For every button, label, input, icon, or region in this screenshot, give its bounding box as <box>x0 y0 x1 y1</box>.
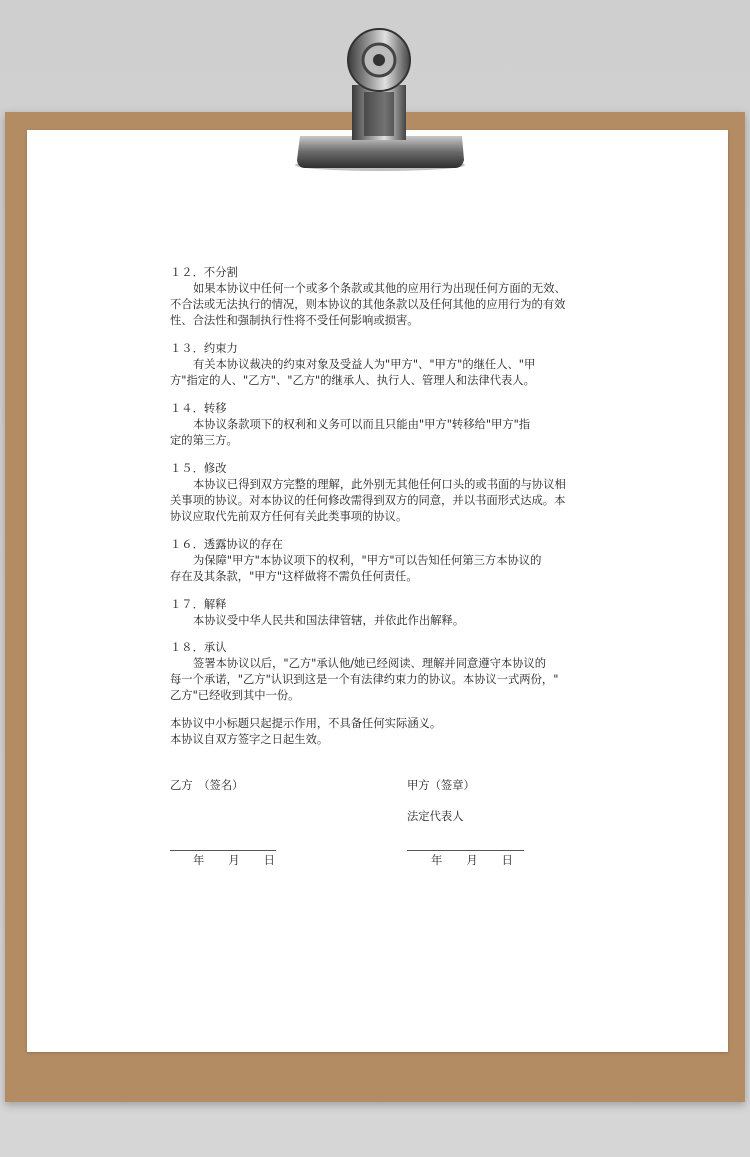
clause-line: 关事项的协议。对本协议的任何修改需得到双方的同意，并以书面形式达成。本 <box>170 494 566 507</box>
clause-line: 不合法或无法执行的情况，则本协议的其他条款以及任何其他的应用行为的有效 <box>170 298 566 311</box>
day-label: 日 <box>501 854 513 867</box>
party-a-date <box>431 852 537 868</box>
clause-heading: １５．修改 <box>170 462 227 475</box>
clause-line: 性、合法性和强制执行性将不受任何影响或损害。 <box>170 314 419 327</box>
clause-line: 如果本协议中任何一个或多个条款或其他的应用行为出现任何方面的无效、 <box>193 282 566 295</box>
binder-clip-icon <box>0 0 750 180</box>
clause-line: 协议应取代先前双方任何有关此类事项的协议。 <box>170 510 408 523</box>
party-b-date <box>193 852 299 868</box>
clause-16 <box>170 537 590 585</box>
clause-line: 签署本协议以后，"乙方"承认他/她已经阅读、理解并同意遵守本协议的 <box>193 657 547 670</box>
party-a-seal-label: 甲方（签章） <box>407 779 475 792</box>
clause-line: 定的第三方。 <box>170 434 238 447</box>
party-b-signature-line <box>170 850 276 851</box>
year-label: 年 <box>431 854 443 867</box>
clause-14 <box>170 401 590 449</box>
clause-12 <box>170 265 590 329</box>
note-line: 本协议中小标题只起提示作用，不具备任何实际涵义。 <box>170 717 442 730</box>
clause-heading: １２．不分割 <box>170 266 238 279</box>
clause-heading: １３．约束力 <box>170 342 238 355</box>
clause-heading: １４．转移 <box>170 402 227 415</box>
clause-line: 为保障"甲方"本协议项下的权利，"甲方"可以告知任何第三方本协议的 <box>193 554 542 567</box>
legal-representative-label: 法定代表人 <box>407 810 464 823</box>
party-a-signature-line <box>407 850 524 851</box>
clause-heading: １６．透露协议的存在 <box>170 538 283 551</box>
clause-line: 本协议条款项下的权利和义务可以而且只能由"甲方"转移给"甲方"指 <box>193 418 531 431</box>
party-b-signature-label: 乙方 （签名） <box>170 779 244 792</box>
clause-line: 方"指定的人、"乙方"、"乙方"的继承人、执行人、管理人和法律代表人。 <box>170 374 535 387</box>
clause-line: 有关本协议裁决的约束对象及受益人为"甲方"、"甲方"的继任人、"甲 <box>193 358 536 371</box>
month-label: 月 <box>228 854 240 867</box>
clause-18 <box>170 640 590 704</box>
clause-13 <box>170 341 590 389</box>
day-label: 日 <box>263 854 275 867</box>
year-label: 年 <box>193 854 205 867</box>
clause-line: 乙方"已经收到其中一份。 <box>170 689 300 702</box>
clause-line: 本协议已得到双方完整的理解，此外别无其他任何口头的或书面的与协议相 <box>193 478 566 491</box>
notes <box>170 716 590 748</box>
clause-line: 存在及其条款，"甲方"这样做将不需负任何责任。 <box>170 570 418 583</box>
clause-15 <box>170 461 590 525</box>
clause-heading: １７．解释 <box>170 598 227 611</box>
month-label: 月 <box>466 854 478 867</box>
clause-17 <box>170 597 590 629</box>
clause-heading: １８．承认 <box>170 641 227 654</box>
clause-line: 本协议受中华人民共和国法律管辖，并依此作出解释。 <box>193 614 465 627</box>
agreement-body <box>170 265 590 760</box>
note-line: 本协议自双方签字之日起生效。 <box>170 733 329 746</box>
clause-line: 每一个承诺，"乙方"认识到这是一个有法律约束力的协议。本协议一式两份，" <box>170 673 559 686</box>
